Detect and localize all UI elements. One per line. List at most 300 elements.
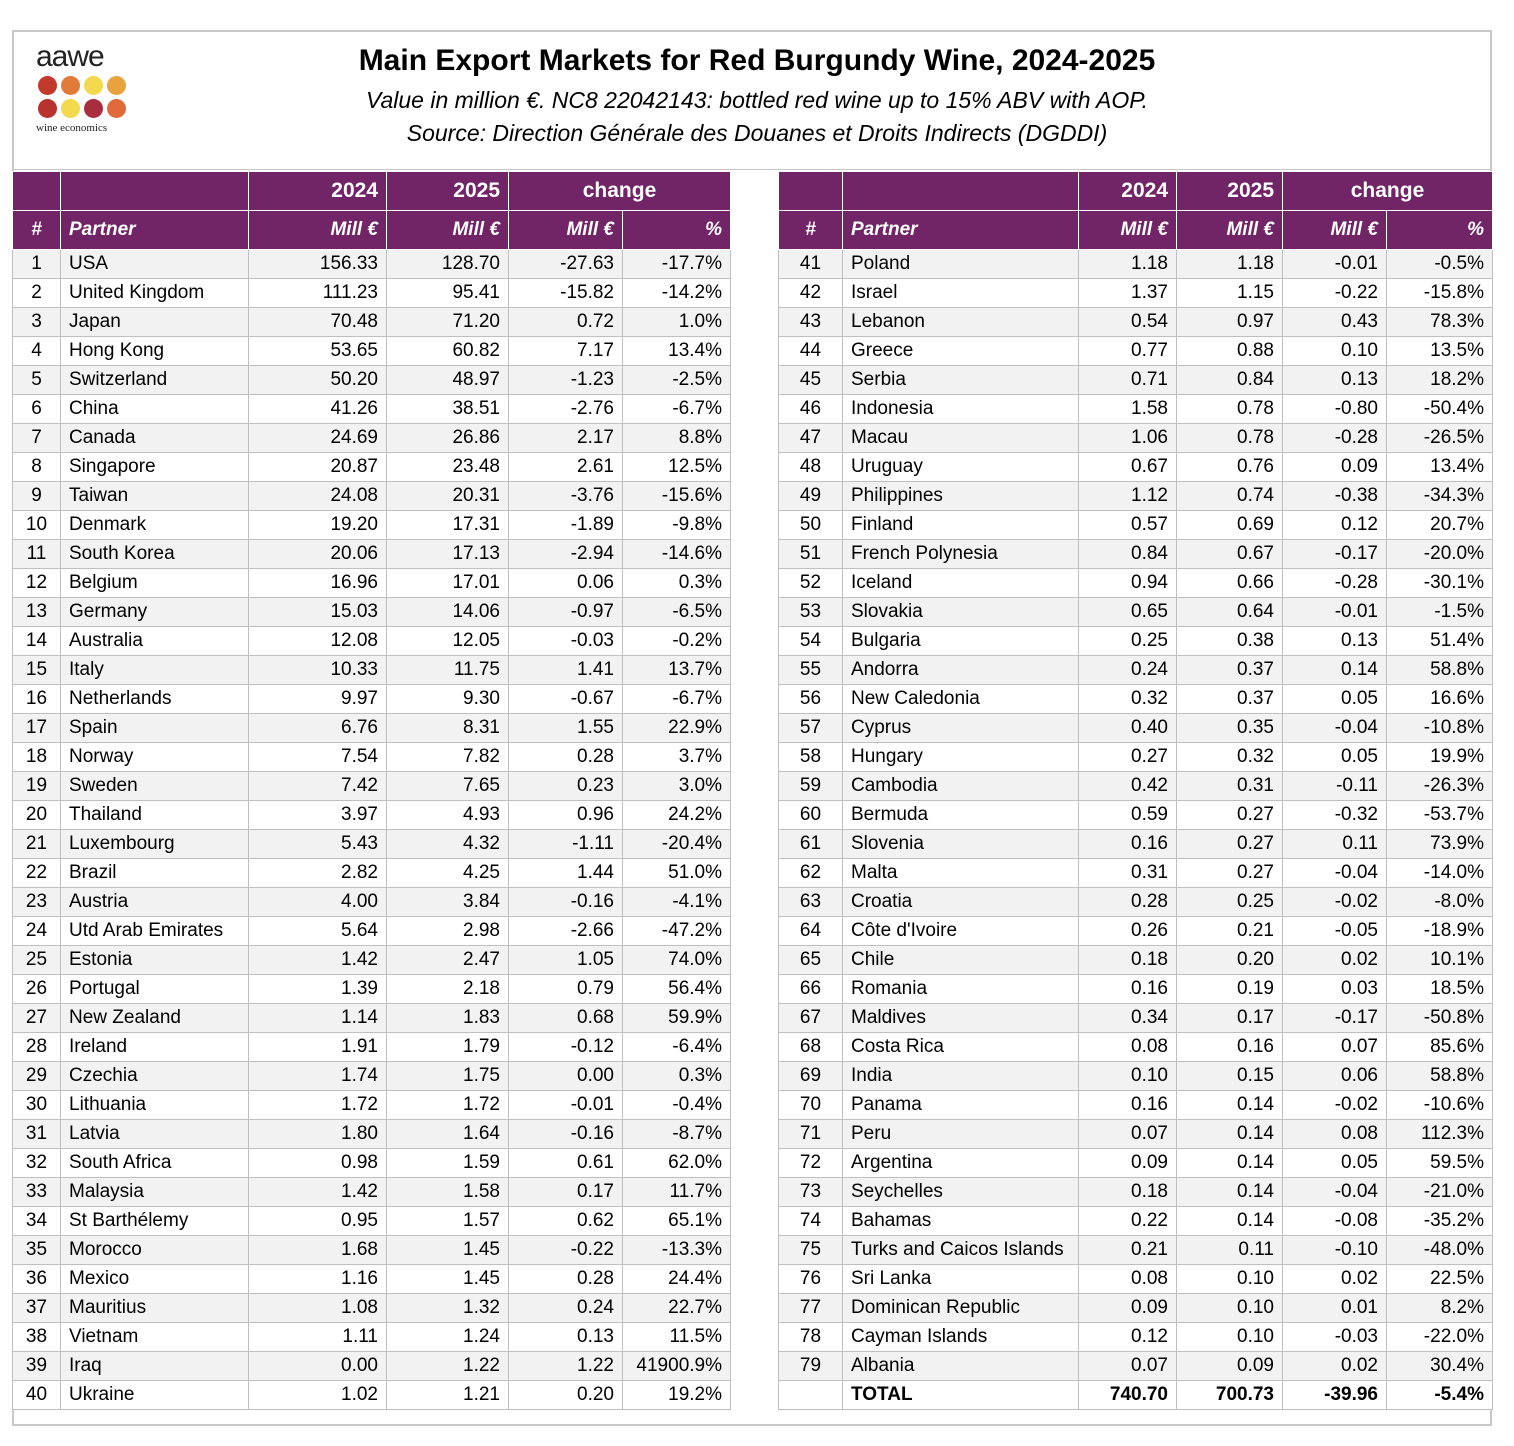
cell-value-2025: 0.37 (1177, 656, 1283, 685)
cell-change-pct: 51.0% (623, 859, 731, 888)
cell-change-pct: -10.6% (1387, 1091, 1493, 1120)
header-mill-change: Mill € (1283, 211, 1387, 250)
cell-change-mill: -0.11 (1283, 772, 1387, 801)
cell-change-mill: -0.17 (1283, 540, 1387, 569)
cell-change-mill: -0.04 (1283, 1178, 1387, 1207)
cell-value-2025: 0.32 (1177, 743, 1283, 772)
cell-value-2025: 0.14 (1177, 1149, 1283, 1178)
cell-value-2024: 0.71 (1079, 366, 1177, 395)
cell-value-2025: 20.31 (387, 482, 509, 511)
cell-change-pct: -26.5% (1387, 424, 1493, 453)
table-row (13, 424, 731, 453)
header-year-2024: 2024 (1079, 172, 1177, 211)
table-row (779, 830, 1493, 859)
header-blank (843, 172, 1079, 211)
cell-partner: Bulgaria (843, 627, 1079, 656)
cell-change-mill: -0.97 (509, 598, 623, 627)
cell-value-2025: 1.21 (387, 1381, 509, 1410)
table-row (779, 279, 1493, 308)
table-row (779, 1120, 1493, 1149)
table-row (13, 714, 731, 743)
cell-rank: 73 (779, 1178, 843, 1207)
cell-rank: 67 (779, 1004, 843, 1033)
cell-change-pct: -34.3% (1387, 482, 1493, 511)
cell-value-2024: 0.95 (249, 1207, 387, 1236)
cell-change-pct: 22.5% (1387, 1265, 1493, 1294)
cell-rank: 45 (779, 366, 843, 395)
cell-change-pct: -48.0% (1387, 1236, 1493, 1265)
cell-value-2025: 0.76 (1177, 453, 1283, 482)
cell-partner: Brazil (61, 859, 249, 888)
cell-partner: Serbia (843, 366, 1079, 395)
cell-value-2025: 0.14 (1177, 1207, 1283, 1236)
cell-change-mill: 1.55 (509, 714, 623, 743)
cell-change-pct: -9.8% (623, 511, 731, 540)
table-row (779, 511, 1493, 540)
cell-value-2025: 0.10 (1177, 1265, 1283, 1294)
cell-value-2024: 41.26 (249, 395, 387, 424)
cell-change-mill: 1.44 (509, 859, 623, 888)
cell-rank: 63 (779, 888, 843, 917)
cell-rank: 16 (13, 685, 61, 714)
markets-table-left (12, 171, 731, 1410)
cell-change-pct: -15.8% (1387, 279, 1493, 308)
cell-change-mill: -0.80 (1283, 395, 1387, 424)
cell-partner: Portugal (61, 975, 249, 1004)
cell-change-mill: -2.66 (509, 917, 623, 946)
cell-rank: 40 (13, 1381, 61, 1410)
cell-value-2024: 50.20 (249, 366, 387, 395)
cell-change-pct: -4.1% (623, 888, 731, 917)
header-mill-change: Mill € (509, 211, 623, 250)
cell-value-2025: 1.64 (387, 1120, 509, 1149)
header-change: change (1283, 172, 1493, 211)
table-row (13, 366, 731, 395)
cell-change-mill: 0.28 (509, 743, 623, 772)
cell-change-mill: 0.03 (1283, 975, 1387, 1004)
cell-value-2024: 0.22 (1079, 1207, 1177, 1236)
table-row (779, 946, 1493, 975)
cell-rank: 3 (13, 308, 61, 337)
cell-value-2024: 1.42 (249, 1178, 387, 1207)
cell-partner: China (61, 395, 249, 424)
cell-partner: New Zealand (61, 1004, 249, 1033)
cell-rank: 65 (779, 946, 843, 975)
cell-value-2024: 1.16 (249, 1265, 387, 1294)
cell-value-2025: 1.24 (387, 1323, 509, 1352)
cell-value-2024: 0.42 (1079, 772, 1177, 801)
cell-value-2025: 1.18 (1177, 250, 1283, 279)
table-row (779, 1004, 1493, 1033)
cell-rank: 79 (779, 1352, 843, 1381)
cell-change-pct: -35.2% (1387, 1207, 1493, 1236)
cell-partner: Germany (61, 598, 249, 627)
table-row (779, 1178, 1493, 1207)
cell-change-mill: 1.05 (509, 946, 623, 975)
cell-value-2025: 4.93 (387, 801, 509, 830)
table-row (13, 598, 731, 627)
cell-value-2024: 0.27 (1079, 743, 1177, 772)
table-row (779, 627, 1493, 656)
cell-value-2024: 0.65 (1079, 598, 1177, 627)
cell-value-2024: 1.42 (249, 946, 387, 975)
cell-value-2024: 0.18 (1079, 946, 1177, 975)
cell-value-2024: 0.31 (1079, 859, 1177, 888)
cell-value-2025: 0.15 (1177, 1062, 1283, 1091)
table-row (779, 859, 1493, 888)
cell-change-pct: -47.2% (623, 917, 731, 946)
cell-change-mill: 0.17 (509, 1178, 623, 1207)
table-row (779, 1033, 1493, 1062)
cell-value-2024: 1.08 (249, 1294, 387, 1323)
cell-change-pct: -14.2% (623, 279, 731, 308)
cell-rank: 64 (779, 917, 843, 946)
cell-change-pct: -13.3% (623, 1236, 731, 1265)
cell-change-mill: 0.06 (1283, 1062, 1387, 1091)
cell-change-pct: -8.0% (1387, 888, 1493, 917)
cell-partner: Japan (61, 308, 249, 337)
cell-partner: Croatia (843, 888, 1079, 917)
cell-change-mill: 0.06 (509, 569, 623, 598)
cell-partner: Vietnam (61, 1323, 249, 1352)
cell-rank: 9 (13, 482, 61, 511)
table-row (13, 888, 731, 917)
cell-partner: United Kingdom (61, 279, 249, 308)
cell-change-mill: -0.22 (509, 1236, 623, 1265)
total-cell-rank (779, 1381, 843, 1410)
cell-change-mill: 0.12 (1283, 511, 1387, 540)
cell-partner: Taiwan (61, 482, 249, 511)
cell-change-pct: 19.9% (1387, 743, 1493, 772)
cell-rank: 47 (779, 424, 843, 453)
cell-change-pct: 85.6% (1387, 1033, 1493, 1062)
cell-change-mill: 0.13 (1283, 366, 1387, 395)
cell-value-2024: 0.25 (1079, 627, 1177, 656)
cell-change-mill: -0.02 (1283, 888, 1387, 917)
cell-value-2025: 0.09 (1177, 1352, 1283, 1381)
cell-partner: Luxembourg (61, 830, 249, 859)
cell-change-mill: 7.17 (509, 337, 623, 366)
table-row (13, 859, 731, 888)
cell-value-2024: 0.21 (1079, 1236, 1177, 1265)
cell-value-2024: 0.16 (1079, 975, 1177, 1004)
cell-value-2024: 7.54 (249, 743, 387, 772)
cell-value-2024: 0.94 (1079, 569, 1177, 598)
table-row (779, 888, 1493, 917)
table-row (13, 1149, 731, 1178)
cell-value-2024: 20.87 (249, 453, 387, 482)
header-row-units (779, 211, 1493, 250)
table-row (13, 830, 731, 859)
cell-value-2024: 1.37 (1079, 279, 1177, 308)
cell-change-mill: 0.20 (509, 1381, 623, 1410)
header-partner: Partner (61, 211, 249, 250)
cell-rank: 32 (13, 1149, 61, 1178)
table-row (13, 540, 731, 569)
cell-value-2024: 0.28 (1079, 888, 1177, 917)
cell-change-pct: 24.4% (623, 1265, 731, 1294)
table-row (13, 1207, 731, 1236)
cell-value-2024: 0.67 (1079, 453, 1177, 482)
cell-value-2025: 0.78 (1177, 395, 1283, 424)
cell-value-2024: 0.09 (1079, 1149, 1177, 1178)
cell-rank: 21 (13, 830, 61, 859)
cell-change-pct: -0.4% (623, 1091, 731, 1120)
cell-rank: 77 (779, 1294, 843, 1323)
cell-value-2025: 8.31 (387, 714, 509, 743)
cell-change-pct: -0.2% (623, 627, 731, 656)
cell-rank: 53 (779, 598, 843, 627)
cell-value-2024: 0.00 (249, 1352, 387, 1381)
cell-partner: Finland (843, 511, 1079, 540)
table-row (13, 1120, 731, 1149)
cell-value-2025: 1.59 (387, 1149, 509, 1178)
cell-change-mill: 1.22 (509, 1352, 623, 1381)
total-cell-partner: TOTAL (843, 1381, 1079, 1410)
cell-partner: Hong Kong (61, 337, 249, 366)
cell-change-mill: 0.07 (1283, 1033, 1387, 1062)
cell-partner: Romania (843, 975, 1079, 1004)
cell-change-mill: 2.17 (509, 424, 623, 453)
cell-change-pct: 30.4% (1387, 1352, 1493, 1381)
cell-change-pct: 62.0% (623, 1149, 731, 1178)
cell-change-pct: 13.4% (623, 337, 731, 366)
cell-value-2024: 0.10 (1079, 1062, 1177, 1091)
table-row (13, 627, 731, 656)
table-row (779, 975, 1493, 1004)
cell-change-pct: 13.5% (1387, 337, 1493, 366)
cell-change-mill: 0.13 (509, 1323, 623, 1352)
table-row (779, 1091, 1493, 1120)
cell-change-mill: -27.63 (509, 250, 623, 279)
cell-partner: Argentina (843, 1149, 1079, 1178)
cell-value-2025: 7.65 (387, 772, 509, 801)
header-mill-2025: Mill € (1177, 211, 1283, 250)
cell-value-2025: 0.27 (1177, 830, 1283, 859)
total-row (779, 1381, 1493, 1410)
cell-change-pct: 24.2% (623, 801, 731, 830)
table-row (779, 424, 1493, 453)
cell-change-mill: 0.62 (509, 1207, 623, 1236)
cell-rank: 13 (13, 598, 61, 627)
header-divider (12, 169, 1492, 170)
cell-value-2024: 53.65 (249, 337, 387, 366)
table-row (13, 772, 731, 801)
cell-rank: 23 (13, 888, 61, 917)
cell-change-pct: -14.6% (623, 540, 731, 569)
cell-change-pct: 16.6% (1387, 685, 1493, 714)
table-row (779, 250, 1493, 279)
cell-change-mill: -2.76 (509, 395, 623, 424)
cell-value-2024: 0.84 (1079, 540, 1177, 569)
cell-rank: 5 (13, 366, 61, 395)
table-body-left (13, 250, 731, 1410)
table-body-right (779, 250, 1493, 1410)
cell-value-2025: 128.70 (387, 250, 509, 279)
cell-partner: Turks and Caicos Islands (843, 1236, 1079, 1265)
header-year-2024: 2024 (249, 172, 387, 211)
cell-change-pct: -8.7% (623, 1120, 731, 1149)
cell-partner: Cyprus (843, 714, 1079, 743)
table-row (13, 1236, 731, 1265)
cell-change-pct: -14.0% (1387, 859, 1493, 888)
header-pct-change: % (623, 211, 731, 250)
table-row (13, 308, 731, 337)
cell-change-pct: 0.3% (623, 569, 731, 598)
cell-rank: 69 (779, 1062, 843, 1091)
cell-partner: Greece (843, 337, 1079, 366)
header-year-2025: 2025 (387, 172, 509, 211)
cell-value-2025: 38.51 (387, 395, 509, 424)
total-cell-change-pct: -5.4% (1387, 1381, 1493, 1410)
cell-partner: Lithuania (61, 1091, 249, 1120)
cell-rank: 33 (13, 1178, 61, 1207)
cell-rank: 19 (13, 772, 61, 801)
subtitle-value-note: Value in million €. NC8 22042143: bottled red wine up to 15% ABV with AOP. (365, 87, 1149, 113)
cell-change-pct: -2.5% (623, 366, 731, 395)
table-row (13, 1265, 731, 1294)
header-mill-2024: Mill € (1079, 211, 1177, 250)
cell-value-2025: 4.25 (387, 859, 509, 888)
cell-value-2025: 26.86 (387, 424, 509, 453)
cell-change-mill: 0.05 (1283, 743, 1387, 772)
cell-change-mill: 0.01 (1283, 1294, 1387, 1323)
total-cell-value-2025: 700.73 (1177, 1381, 1283, 1410)
cell-partner: Ireland (61, 1033, 249, 1062)
table-row (779, 656, 1493, 685)
cell-change-pct: 0.3% (623, 1062, 731, 1091)
table-row (13, 1062, 731, 1091)
cell-rank: 39 (13, 1352, 61, 1381)
table-row (779, 308, 1493, 337)
cell-value-2025: 0.97 (1177, 308, 1283, 337)
cell-partner: St Barthélemy (61, 1207, 249, 1236)
cell-change-mill: -0.03 (509, 627, 623, 656)
cell-change-mill: -1.23 (509, 366, 623, 395)
cell-change-mill: -0.04 (1283, 714, 1387, 743)
cell-value-2024: 0.07 (1079, 1120, 1177, 1149)
table-row (13, 975, 731, 1004)
cell-partner: Lebanon (843, 308, 1079, 337)
cell-partner: Sri Lanka (843, 1265, 1079, 1294)
cell-value-2025: 14.06 (387, 598, 509, 627)
cell-rank: 44 (779, 337, 843, 366)
cell-partner: Hungary (843, 743, 1079, 772)
cell-change-pct: -26.3% (1387, 772, 1493, 801)
cell-partner: South Korea (61, 540, 249, 569)
cell-partner: USA (61, 250, 249, 279)
cell-change-pct: 59.9% (623, 1004, 731, 1033)
cell-value-2025: 0.14 (1177, 1091, 1283, 1120)
cell-change-mill: -0.28 (1283, 424, 1387, 453)
cell-change-pct: 65.1% (623, 1207, 731, 1236)
cell-change-pct: -53.7% (1387, 801, 1493, 830)
table-row (13, 453, 731, 482)
cell-value-2024: 1.74 (249, 1062, 387, 1091)
cell-rank: 61 (779, 830, 843, 859)
table-row (779, 453, 1493, 482)
cell-change-mill: 0.02 (1283, 1265, 1387, 1294)
cell-rank: 38 (13, 1323, 61, 1352)
table-row (779, 1207, 1493, 1236)
cell-change-mill: -0.01 (1283, 250, 1387, 279)
total-cell-change-mill: -39.96 (1283, 1381, 1387, 1410)
cell-rank: 66 (779, 975, 843, 1004)
header-pct-change: % (1387, 211, 1493, 250)
table-row (779, 1265, 1493, 1294)
cell-value-2025: 0.69 (1177, 511, 1283, 540)
cell-change-mill: -0.10 (1283, 1236, 1387, 1265)
cell-value-2024: 24.08 (249, 482, 387, 511)
cell-partner: Utd Arab Emirates (61, 917, 249, 946)
table-row (779, 569, 1493, 598)
cell-value-2025: 1.15 (1177, 279, 1283, 308)
cell-rank: 56 (779, 685, 843, 714)
cell-change-pct: -10.8% (1387, 714, 1493, 743)
table-row (13, 1033, 731, 1062)
cell-rank: 51 (779, 540, 843, 569)
cell-value-2025: 0.14 (1177, 1178, 1283, 1207)
logo-subtext: wine economics (36, 122, 108, 134)
cell-value-2025: 0.21 (1177, 917, 1283, 946)
table-row (13, 337, 731, 366)
cell-value-2024: 1.18 (1079, 250, 1177, 279)
table-row (13, 743, 731, 772)
cell-partner: Ukraine (61, 1381, 249, 1410)
cell-change-mill: -1.89 (509, 511, 623, 540)
cell-value-2025: 0.37 (1177, 685, 1283, 714)
cell-change-mill: -0.01 (1283, 598, 1387, 627)
cell-value-2025: 0.66 (1177, 569, 1283, 598)
cell-change-pct: 13.4% (1387, 453, 1493, 482)
cell-value-2025: 1.22 (387, 1352, 509, 1381)
cell-partner: Andorra (843, 656, 1079, 685)
cell-partner: Bermuda (843, 801, 1079, 830)
cell-change-pct: 3.7% (623, 743, 731, 772)
cell-value-2024: 0.34 (1079, 1004, 1177, 1033)
cell-value-2024: 0.24 (1079, 656, 1177, 685)
header-blank (13, 172, 61, 211)
cell-change-pct: 3.0% (623, 772, 731, 801)
cell-value-2025: 0.27 (1177, 859, 1283, 888)
table-row (779, 685, 1493, 714)
cell-partner: Morocco (61, 1236, 249, 1265)
cell-value-2024: 0.77 (1079, 337, 1177, 366)
table-row (779, 1352, 1493, 1381)
table-row (13, 801, 731, 830)
cell-change-pct: 11.5% (623, 1323, 731, 1352)
cell-change-mill: -0.38 (1283, 482, 1387, 511)
cell-rank: 35 (13, 1236, 61, 1265)
table-row (779, 801, 1493, 830)
cell-change-mill: -0.67 (509, 685, 623, 714)
cell-change-pct: 11.7% (623, 1178, 731, 1207)
cell-rank: 30 (13, 1091, 61, 1120)
cell-change-pct: 20.7% (1387, 511, 1493, 540)
cell-change-mill: -0.12 (509, 1033, 623, 1062)
cell-value-2024: 19.20 (249, 511, 387, 540)
cell-value-2024: 5.64 (249, 917, 387, 946)
cell-change-mill: 0.96 (509, 801, 623, 830)
cell-change-pct: -15.6% (623, 482, 731, 511)
cell-value-2025: 0.17 (1177, 1004, 1283, 1033)
cell-rank: 17 (13, 714, 61, 743)
cell-rank: 37 (13, 1294, 61, 1323)
cell-change-mill: -0.08 (1283, 1207, 1387, 1236)
cell-change-pct: 18.2% (1387, 366, 1493, 395)
cell-rank: 18 (13, 743, 61, 772)
cell-change-pct: 73.9% (1387, 830, 1493, 859)
